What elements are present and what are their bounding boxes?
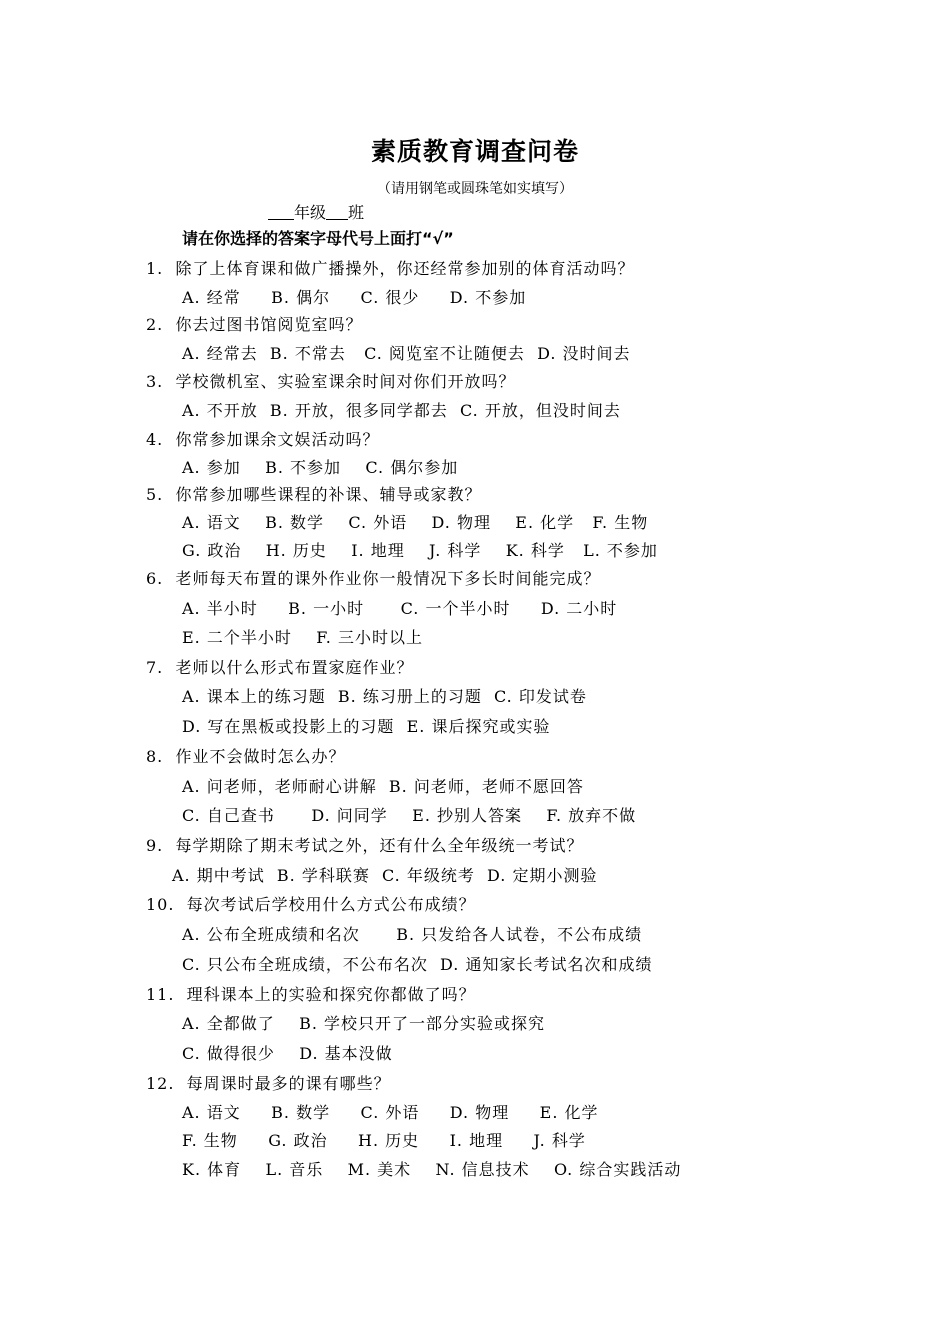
question-text: 6. 老师每天布置的课外作业你一般情况下多长时间能完成？ — [146, 569, 601, 588]
question-text: 11. 理科课本上的实验和探究你都做了吗？ — [146, 985, 476, 1004]
question-options[interactable]: A. 期中考试 B. 学科联赛 C. 年级统考 D. 定期小测验 — [172, 866, 598, 885]
question-text: 10. 每次考试后学校用什么方式公布成绩？ — [146, 895, 476, 914]
question-options[interactable]: F. 生物 G. 政治 H. 历史 I. 地理 J. 科学 — [182, 1131, 586, 1150]
question-options[interactable]: A. 公布全班成绩和名次 B. 只发给各人试卷，不公布成绩 — [182, 925, 643, 944]
question-options[interactable]: D. 写在黑板或投影上的习题 E. 课后探究或实验 — [182, 717, 551, 736]
question-options[interactable]: C. 自己查书 D. 问同学 E. 抄别人答案 F. 放弃不做 — [182, 806, 637, 825]
question-text: 2. 你去过图书馆阅览室吗？ — [146, 315, 363, 334]
class-blank[interactable] — [326, 203, 348, 220]
class-label: 班 — [348, 203, 365, 222]
question-options[interactable]: A. 语文 B. 数学 C. 外语 D. 物理 E. 化学 F. 生物 — [182, 513, 649, 532]
question-text: 7. 老师以什么形式布置家庭作业？ — [146, 658, 414, 677]
question-options[interactable]: G. 政治 H. 历史 I. 地理 J. 科学 K. 科学 L. 不参加 — [182, 541, 658, 560]
question-options[interactable]: A. 经常 B. 偶尔 C. 很少 D. 不参加 — [182, 288, 527, 307]
question-text: 1. 除了上体育课和做广播操外，你还经常参加别的体育活动吗？ — [146, 259, 635, 278]
question-options[interactable]: A. 课本上的练习题 B. 练习册上的习题 C. 印发试卷 — [182, 687, 587, 706]
question-options[interactable]: A. 半小时 B. 一小时 C. 一个半小时 D. 二小时 — [182, 599, 618, 618]
instruction: 请在你选择的答案字母代号上面打“√” — [182, 229, 454, 248]
question-options[interactable]: A. 参加 B. 不参加 C. 偶尔参加 — [182, 458, 459, 477]
question-text: 8. 作业不会做时怎么办？ — [146, 747, 346, 766]
question-text: 9. 每学期除了期末考试之外，还有什么全年级统一考试？ — [146, 836, 584, 855]
question-text: 3. 学校微机室、实验室课余时间对你们开放吗？ — [146, 372, 516, 391]
question-options[interactable]: A. 语文 B. 数学 C. 外语 D. 物理 E. 化学 — [182, 1103, 599, 1122]
question-options[interactable]: A. 全都做了 B. 学校只开了一部分实验或探究 — [182, 1014, 546, 1033]
question-options[interactable]: A. 问老师，老师耐心讲解 B. 问老师，老师不愿回答 — [182, 777, 584, 796]
question-options[interactable]: C. 只公布全班成绩，不公布名次 D. 通知家长考试名次和成绩 — [182, 955, 653, 974]
question-options[interactable]: E. 二个半小时 F. 三小时以上 — [182, 628, 423, 647]
question-text: 4. 你常参加课余文娱活动吗？ — [146, 430, 380, 449]
document-title: 素质教育调查问卷 — [370, 137, 579, 166]
question-options[interactable]: K. 体育 L. 音乐 M. 美术 N. 信息技术 O. 综合实践活动 — [182, 1160, 682, 1179]
grade-class-line — [268, 200, 364, 223]
question-options[interactable]: C. 做得很少 D. 基本没做 — [182, 1044, 393, 1063]
question-text: 5. 你常参加哪些课程的补课、辅导或家教？ — [146, 485, 482, 504]
grade-label: 年级 — [294, 203, 327, 222]
question-options[interactable]: A. 不开放 B. 开放，很多同学都去 C. 开放，但没时间去 — [182, 401, 621, 420]
question-text: 12. 每周课时最多的课有哪些？ — [146, 1074, 391, 1093]
grade-blank[interactable] — [268, 203, 294, 220]
document-subtitle: （请用钢笔或圆珠笔如实填写） — [377, 181, 573, 197]
question-options[interactable]: A. 经常去 B. 不常去 C. 阅览室不让随便去 D. 没时间去 — [182, 344, 631, 363]
